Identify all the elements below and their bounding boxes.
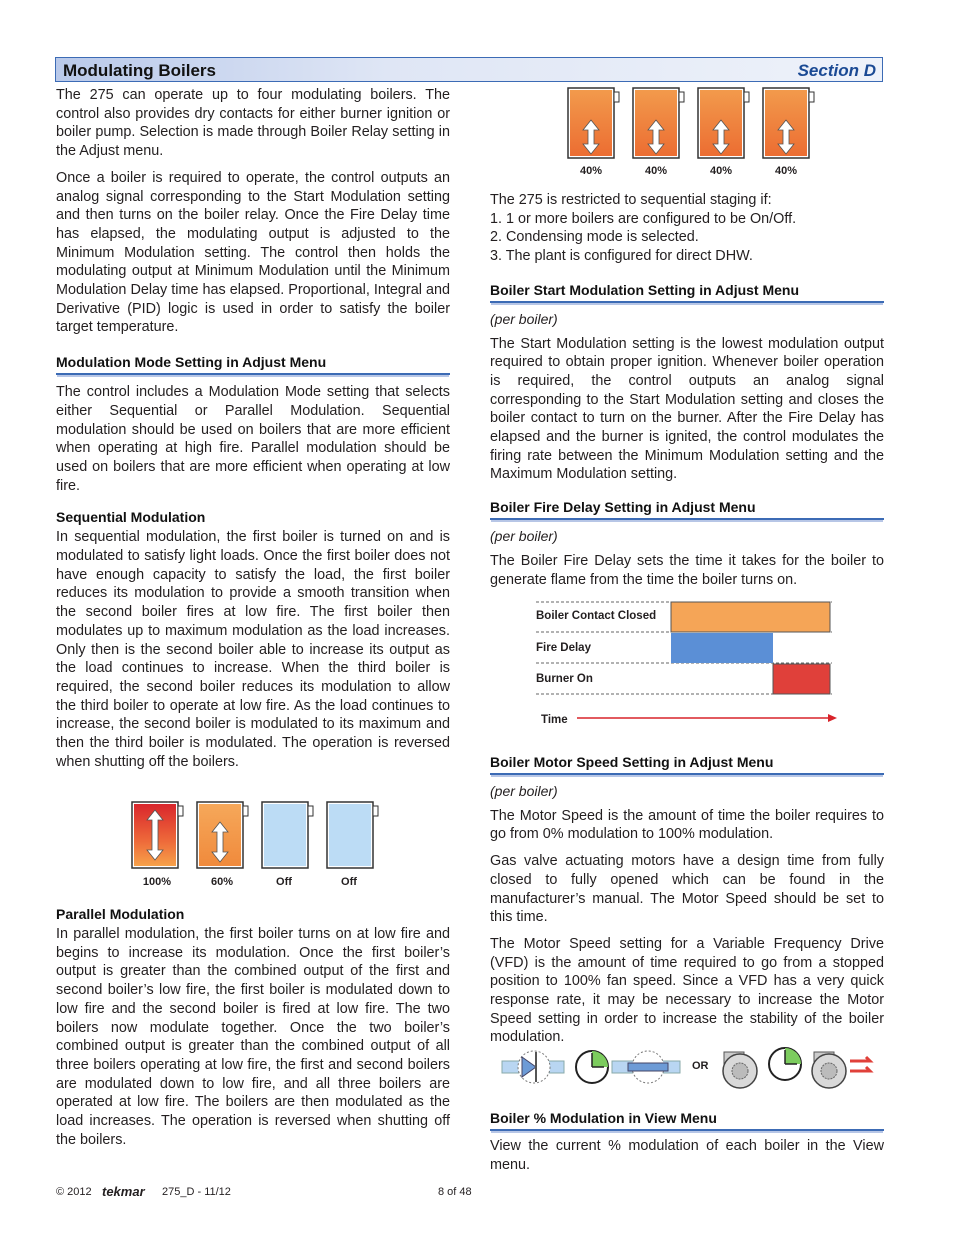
fan-stopped-icon: [723, 1052, 757, 1088]
section-banner: [55, 57, 883, 82]
modulation-mode-paragraph: The control includes a Modulation Mode setting that selects either Sequential or Parallel Modulation. Sequential modulation should be used on boilers that are more efficient when operating at high fire. Parallel modulation should be used on boilers that are more efficient when operating at low fire.: [56, 384, 450, 494]
seq-label-4: Off: [341, 876, 357, 888]
timing-label-contact: Boiler Contact Closed: [536, 610, 657, 622]
footer-doc-code: 275_D - 11/12: [162, 1186, 231, 1198]
motor-speed-per-boiler: (per boiler): [490, 783, 558, 799]
timing-label-burner: Burner On: [536, 673, 593, 685]
fire-delay-paragraph: The Boiler Fire Delay sets the time it takes for the boiler to generate flame from the time the boiler turns on.: [490, 552, 884, 588]
fire-delay-per-boiler: (per boiler): [490, 528, 558, 545]
start-mod-heading: Boiler Start Modulation Setting in Adjust Menu: [490, 282, 884, 303]
motor-speed-paragraph-1: The Motor Speed is the amount of time the boiler requires to go from 0% modulation to 100% modulation.: [490, 807, 884, 843]
burner-on-bar: [773, 664, 830, 694]
par-boiler-3: [698, 88, 749, 158]
contact-closed-bar: [671, 602, 830, 632]
footer-page-number: 8 of 48: [438, 1186, 472, 1198]
sequential-heading: Sequential Modulation: [56, 509, 206, 526]
start-mod-paragraph: The Start Modulation setting is the lowest modulation output required to obtain proper ignition. Whenever boiler operation is required, the control outputs an analog signal corresponding to the Start Modulation setting and closes the boiler contact to turn on the burner. After the Fire Delay has elapsed and the burner is ignited, the control modulates the firing rate between the Minimum Modulation setting and the Maximum Modulation setting.: [490, 335, 884, 483]
right-column-motor: [490, 754, 884, 1047]
par-boiler-4: [763, 88, 814, 158]
boiler-2: [197, 802, 248, 868]
restrict-intro: The 275 is restricted to sequential staging if:: [490, 192, 772, 208]
parallel-heading: Parallel Modulation: [56, 906, 185, 922]
fire-delay-bar: [671, 633, 773, 663]
footer-brand-logo: tekmar: [102, 1184, 145, 1199]
boiler-3: [262, 802, 313, 868]
parallel-section: [56, 906, 450, 1149]
right-column-top: [490, 191, 884, 589]
par-label-3: 40%: [709, 165, 733, 177]
start-mod-per-boiler: (per boiler): [490, 310, 558, 327]
motor-speed-paragraph-3: The Motor Speed setting for a Variable Frequency Drive (VFD) is the amount of time required to go from a stopped position to 100% fan speed. Since a VFD has a very quick response rate, it may be necessary to increase the Motor Speed setting in order to increase the stability of the boiler modulation.: [490, 935, 884, 1046]
restrict-item-3: 3. The plant is configured for direct DHW.: [490, 248, 753, 265]
timing-label-fire-delay: Fire Delay: [536, 642, 591, 654]
motor-speed-heading: Boiler Motor Speed Setting in Adjust Menu: [490, 754, 884, 775]
valve-closed-icon: [502, 1051, 564, 1083]
motor-speed-illustration: [496, 1044, 882, 1092]
par-boiler-2: [633, 88, 684, 158]
or-label: OR: [692, 1060, 709, 1072]
restrict-item-1: 1. 1 or more boilers are configured to be On/Off.: [490, 210, 797, 227]
left-column: [56, 86, 450, 772]
seq-label-1: 100%: [142, 876, 172, 888]
restrict-item-2: 2. Condensing mode is selected.: [490, 229, 699, 246]
page-title: Modulating Boilers: [63, 61, 216, 80]
timer-icon: [576, 1051, 608, 1083]
fire-delay-heading: Boiler Fire Delay Setting in Adjust Menu: [490, 499, 884, 520]
parallel-paragraph: In parallel modulation, the first boiler turns on at low fire and begins to increase its modulation. Once the first boiler’s output is greater than the combined output of the first and second boiler’s low fire, the first boiler is modulated down to low fire and the second boiler is fired at low fire. The two boilers now modulate together. Once the two boiler’s combined output is greater than the combined output of all three boilers operating at low fire, the first and second boilers are modulated down to low fire, and all three boilers are operated at low fire. The boilers are then modulated as the load increases. The operation is reversed when shutting off the boilers.: [56, 926, 450, 1148]
parallel-boilers-diagram: [560, 86, 822, 164]
boiler-1: [132, 802, 183, 868]
valve-open-icon: [612, 1051, 680, 1083]
right-column-view: [490, 1110, 884, 1174]
section-label: Section D: [797, 61, 876, 80]
fan-running-icon: [812, 1052, 870, 1088]
par-label-1: 40%: [579, 165, 603, 177]
intro-paragraph: The 275 can operate up to four modulating boilers. The control also provides dry contacts for either burner ignition or boiler pump. Selection is made through Boiler Relay setting in the Adjust menu.: [56, 87, 450, 160]
timer-icon-2: [769, 1048, 801, 1080]
modulation-mode-heading: Modulation Mode Setting in Adjust Menu: [56, 354, 450, 375]
view-modulation-heading: Boiler % Modulation in View Menu: [490, 1110, 884, 1131]
seq-label-3: Off: [276, 876, 292, 888]
timing-label-time: Time: [541, 714, 568, 726]
view-modulation-paragraph: View the current % modulation of each boiler in the View menu.: [490, 1138, 884, 1173]
motor-speed-paragraph-2: Gas valve actuating motors have a design time from fully closed to fully opened which can be found in the manufacturer’s manual. The Motor Speed should be set to this time.: [490, 853, 884, 926]
par-label-2: 40%: [644, 165, 668, 177]
par-label-4: 40%: [774, 165, 798, 177]
sequential-paragraph: In sequential modulation, the first boiler is turned on and is modulated to satisfy light loads. Once the first boiler does not have enough capacity to satisfy the load, the first boiler reduces its modulation to provide a smooth transition when the second boiler fires at low fire. The first boiler then modulates up to maximum modulation as the load increases. Only then is the second boiler able to increase its output as the load continues to increase. When the third boiler is required, the second boiler reduces its modulation to allow the third boiler to operate at low fire. As the load continues to increase, the second boiler is modulated to its maximum and then the third boiler is modulated. The operation is reversed when shutting off the boilers.: [56, 529, 450, 770]
operation-paragraph: Once a boiler is required to operate, the control outputs an analog signal corresponding to the Start Modulation setting and then turns on the boiler relay. Once the Fire Delay time has elapsed, the modulating output is adjusted to the Minimum Modulation setting. The control then holds the modulating output at Minimum Modulation until the Minimum Modulation Delay time has elapsed. Proportional, Integral and Derivative (PID) logic is used in order to satisfy the boiler target temperature.: [56, 169, 450, 336]
seq-label-2: 60%: [210, 876, 234, 888]
footer-copyright: © 2012: [56, 1186, 92, 1198]
par-boiler-1: [568, 88, 619, 158]
boiler-4: [327, 802, 378, 868]
